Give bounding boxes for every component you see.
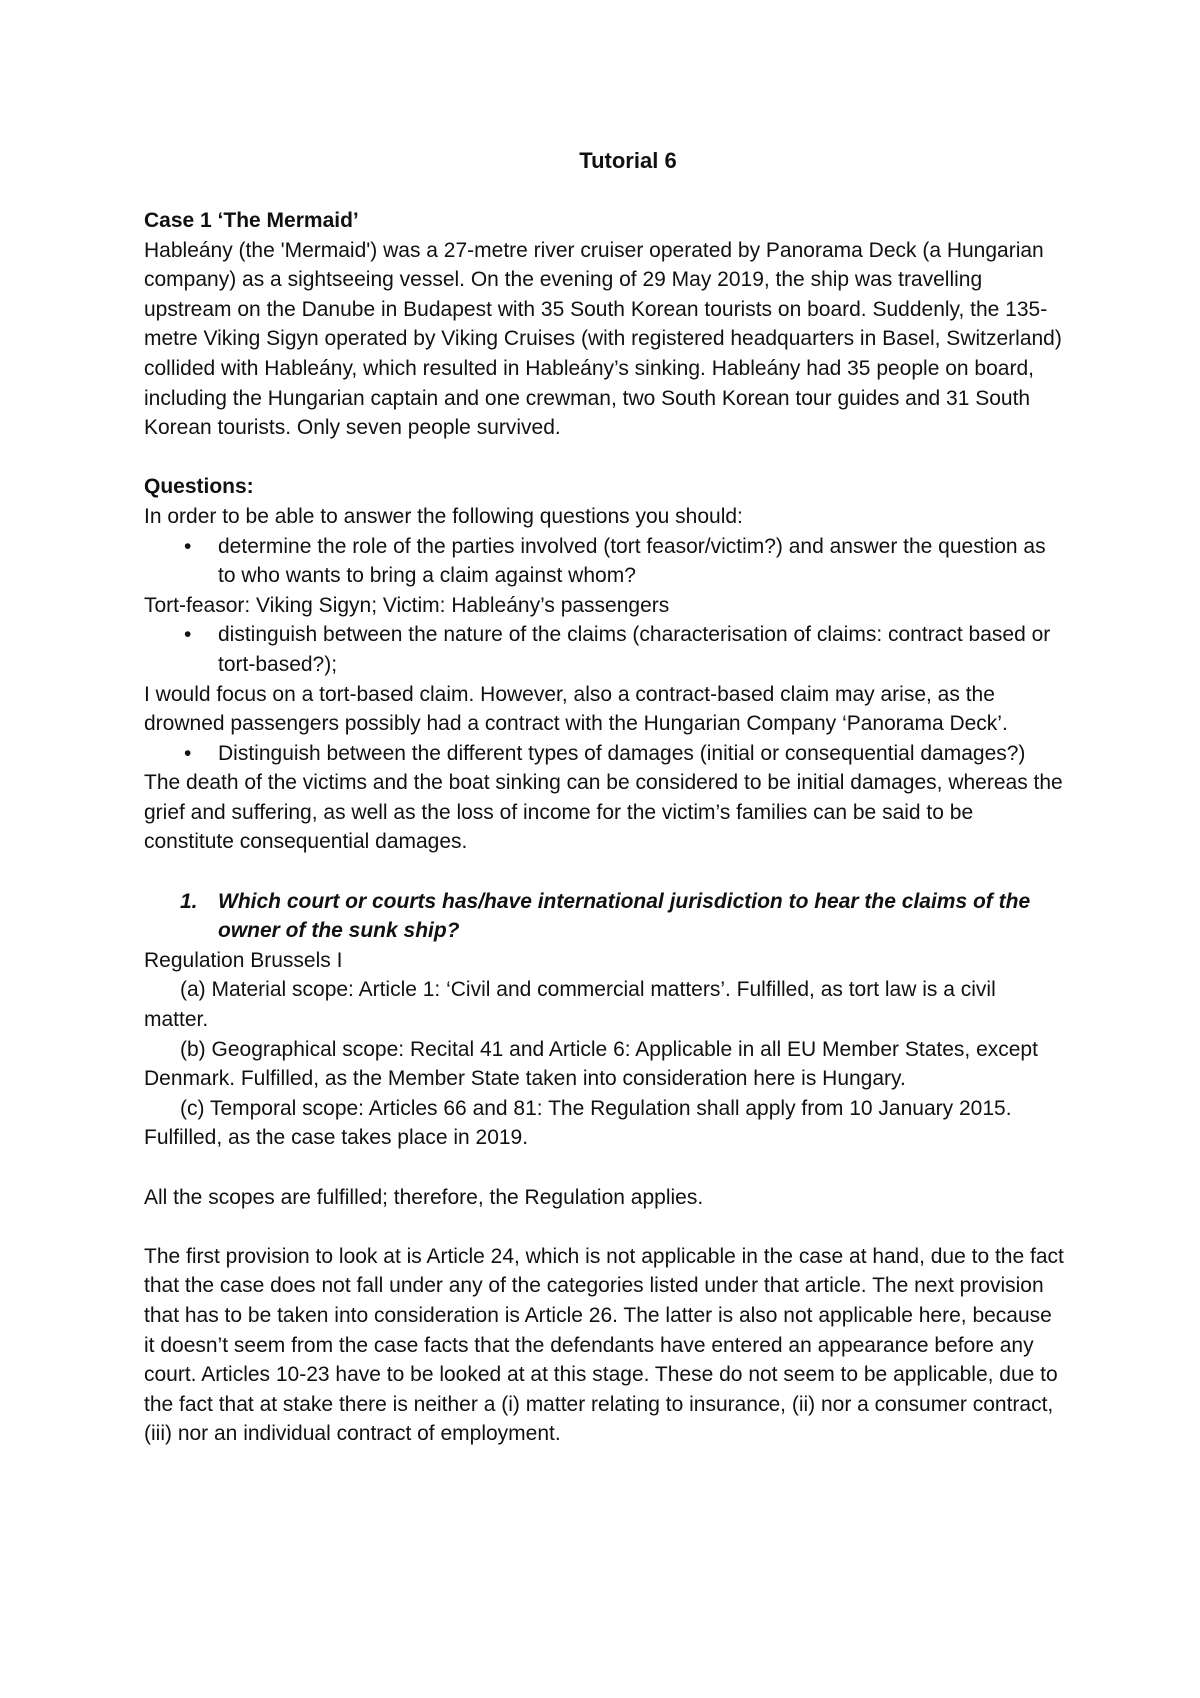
material-scope: (a) Material scope: Article 1: ‘Civil and commercial matters’. Fulfilled, as tort law is a civil matter. bbox=[144, 978, 996, 1032]
bullet-text: Distinguish between the different types of damages (initial or consequential damages?) bbox=[218, 741, 1026, 765]
answer-damages: The death of the victims and the boat sinking can be considered to be initial damages, whereas the grief and suffering, as well as the loss of income for the victim’s families can be said to be constitute consequential damages. bbox=[144, 771, 1063, 854]
question-number: 1. bbox=[180, 889, 198, 913]
bullet-item-damages bbox=[144, 739, 1064, 769]
spacer bbox=[144, 443, 1064, 473]
questions-heading: Questions: bbox=[144, 475, 254, 499]
bullet-icon: • bbox=[184, 741, 192, 765]
temporal-scope: (c) Temporal scope: Articles 66 and 81: The Regulation shall apply from 10 January 2015. Fulfilled, as the case takes place in 2019. bbox=[144, 1096, 1012, 1150]
regulation-heading: Regulation Brussels I bbox=[144, 948, 343, 972]
case-heading: Case 1 ‘The Mermaid’ bbox=[144, 209, 359, 232]
analysis-paragraph: The first provision to look at is Article 24, which is not applicable in the case at hand, due to the fact that the case does not fall under any of the categories listed under that article. The next provision that has to be taken into consideration is Article 26. The latter is also not applicable here, because it doesn’t seem from the case facts that the defendants have entered an appearance before any court. Articles 10-23 have to be looked at at this stage. These do not seem to be applicable, due to the fact that at stake there is neither a (i) matter relating to insurance, (ii) nor a consumer contract, (iii) nor an individual contract of employment. bbox=[144, 1244, 1064, 1446]
case-description: Hableány (the 'Mermaid') was a 27-metre river cruiser operated by Panorama Deck (a Hungarian company) as a sightseeing vessel. On the evening of 29 May 2019, the ship was travelling upstream on the Danube in Budapest with 35 South Korean tourists on board. Suddenly, the 135-metre Viking Sigyn operated by Viking Cruises (with registered headquarters in Basel, Switzerland) collided with Hableány, which resulted in Hableány’s sinking. Hableány had 35 people on board, including the Hungarian captain and one crewman, two South Korean tour guides and 31 South Korean tourists. Only seven people survived. bbox=[144, 238, 1062, 440]
questions-intro: In order to be able to answer the following questions you should: bbox=[144, 504, 743, 528]
question-1 bbox=[144, 887, 1064, 946]
bullet-item-roles bbox=[144, 532, 1064, 591]
bullet-item-claims bbox=[144, 620, 1064, 679]
bullet-text: determine the role of the parties involved (tort feasor/victim?) and answer the question as to who wants to bring a claim against whom? bbox=[218, 534, 1046, 588]
scopes-conclusion: All the scopes are fulfilled; therefore, the Regulation applies. bbox=[144, 1185, 704, 1209]
bullet-text: distinguish between the nature of the claims (characterisation of claims: contract based or tort-based?); bbox=[218, 623, 1051, 676]
spacer bbox=[144, 1212, 1064, 1242]
answer-roles: Tort-feasor: Viking Sigyn; Victim: Hableány’s passengers bbox=[144, 593, 670, 617]
bullet-icon: • bbox=[184, 534, 192, 558]
question-text: Which court or courts has/have international jurisdiction to hear the claims of the owner of the sunk ship? bbox=[218, 889, 1031, 943]
spacer bbox=[144, 857, 1064, 887]
geographical-scope: (b) Geographical scope: Recital 41 and Article 6: Applicable in all EU Member States, except Denmark. Fulfilled, as the Member State taken into consideration here is Hungary. bbox=[144, 1037, 1038, 1091]
bullet-icon: • bbox=[184, 623, 192, 647]
page-title: Tutorial 6 bbox=[579, 148, 677, 173]
spacer bbox=[144, 1153, 1064, 1183]
document-body bbox=[144, 146, 1064, 1449]
answer-claims: I would focus on a tort-based claim. However, also a contract-based claim may arise, as the drowned passengers possibly had a contract with the Hungarian Company ‘Panorama Deck’. bbox=[144, 682, 1008, 736]
